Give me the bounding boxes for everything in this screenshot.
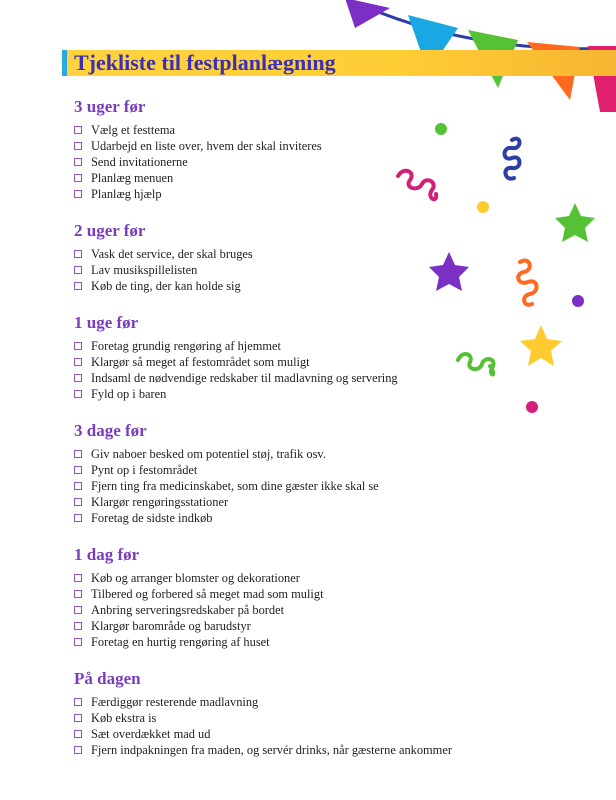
checklist-item[interactable] bbox=[74, 510, 534, 526]
checklist-item[interactable] bbox=[74, 354, 534, 370]
item-label: Køb ekstra is bbox=[91, 710, 157, 725]
checklist-item[interactable] bbox=[74, 478, 534, 494]
checkbox-icon[interactable] bbox=[74, 174, 82, 182]
checklist-item[interactable] bbox=[74, 370, 534, 386]
checkbox-icon[interactable] bbox=[74, 450, 82, 458]
section-heading: 2 uger før bbox=[74, 221, 146, 240]
checkbox-icon[interactable] bbox=[74, 374, 82, 382]
checkbox-icon[interactable] bbox=[74, 574, 82, 582]
checkbox-icon[interactable] bbox=[74, 638, 82, 646]
item-label: Giv naboer besked om potentiel støj, trafik osv. bbox=[91, 446, 326, 461]
checklist-item[interactable] bbox=[74, 462, 534, 478]
item-list bbox=[74, 570, 534, 650]
checkbox-icon[interactable] bbox=[74, 482, 82, 490]
star-green bbox=[555, 203, 595, 242]
item-label: Planlæg menuen bbox=[91, 170, 174, 185]
checklist-item[interactable] bbox=[74, 122, 534, 138]
checklist-item[interactable] bbox=[74, 742, 534, 758]
item-label: Planlæg hjælp bbox=[91, 186, 162, 201]
section-1-week bbox=[74, 312, 534, 402]
checkbox-icon[interactable] bbox=[74, 498, 82, 506]
item-label: Fjern indpakningen fra maden, og servér drinks, når gæsterne ankommer bbox=[91, 742, 452, 757]
item-label: Anbring serveringsredskaber på bordet bbox=[91, 602, 285, 617]
item-label: Vælg et festtema bbox=[91, 122, 175, 137]
item-label: Indsaml de nødvendige redskaber til madlavning og servering bbox=[91, 370, 398, 385]
item-label: Færdiggør resterende madlavning bbox=[91, 694, 259, 709]
checklist-item[interactable] bbox=[74, 262, 534, 278]
bunting-flag-purple bbox=[345, 0, 390, 28]
section-heading: 1 uge før bbox=[74, 313, 139, 332]
confetti-dot-purple bbox=[572, 295, 584, 307]
item-label: Tilbered og forbered så meget mad som muligt bbox=[91, 586, 324, 601]
checklist-item[interactable] bbox=[74, 386, 534, 402]
checklist-item[interactable] bbox=[74, 694, 534, 710]
checklist-item[interactable] bbox=[74, 154, 534, 170]
item-label: Klargør rengøringsstationer bbox=[91, 494, 229, 509]
checklist-item[interactable] bbox=[74, 170, 534, 186]
item-label: Vask det service, der skal bruges bbox=[91, 246, 253, 261]
item-label: Køb og arranger blomster og dekorationer bbox=[91, 570, 300, 585]
item-label: Send invitationerne bbox=[91, 154, 188, 169]
checkbox-icon[interactable] bbox=[74, 142, 82, 150]
checkbox-icon[interactable] bbox=[74, 342, 82, 350]
checklist-item[interactable] bbox=[74, 726, 534, 742]
checkbox-icon[interactable] bbox=[74, 714, 82, 722]
item-list bbox=[74, 122, 534, 202]
checkbox-icon[interactable] bbox=[74, 746, 82, 754]
bunting-string bbox=[350, 0, 616, 49]
checkbox-icon[interactable] bbox=[74, 730, 82, 738]
title-accent-bar bbox=[62, 50, 67, 76]
item-label: Foretag grundig rengøring af hjemmet bbox=[91, 338, 281, 353]
section-3-days bbox=[74, 420, 534, 526]
item-list bbox=[74, 446, 534, 526]
item-label: Klargør barområde og barudstyr bbox=[91, 618, 251, 633]
item-list bbox=[74, 246, 534, 294]
checklist-item[interactable] bbox=[74, 618, 534, 634]
checkbox-icon[interactable] bbox=[74, 190, 82, 198]
checklist-item[interactable] bbox=[74, 602, 534, 618]
section-heading: 1 dag før bbox=[74, 545, 140, 564]
checkbox-icon[interactable] bbox=[74, 282, 82, 290]
checklist-item[interactable] bbox=[74, 570, 534, 586]
item-label: Fyld op i baren bbox=[91, 386, 167, 401]
checkbox-icon[interactable] bbox=[74, 358, 82, 366]
section-heading: 3 uger før bbox=[74, 97, 146, 116]
page-title: Tjekliste til festplanlægning bbox=[74, 50, 336, 75]
checkbox-icon[interactable] bbox=[74, 466, 82, 474]
checkbox-icon[interactable] bbox=[74, 606, 82, 614]
checkbox-icon[interactable] bbox=[74, 590, 82, 598]
checklist-item[interactable] bbox=[74, 246, 534, 262]
item-label: Foretag de sidste indkøb bbox=[91, 510, 213, 525]
section-2-weeks bbox=[74, 220, 534, 294]
checklist-item[interactable] bbox=[74, 338, 534, 354]
checkbox-icon[interactable] bbox=[74, 250, 82, 258]
item-label: Fjern ting fra medicinskabet, som dine gæster ikke skal se bbox=[91, 478, 379, 493]
checklist-item[interactable] bbox=[74, 278, 534, 294]
checklist bbox=[74, 96, 534, 758]
item-list bbox=[74, 694, 534, 758]
checkbox-icon[interactable] bbox=[74, 390, 82, 398]
checkbox-icon[interactable] bbox=[74, 514, 82, 522]
item-list bbox=[74, 338, 534, 402]
checkbox-icon[interactable] bbox=[74, 266, 82, 274]
checkbox-icon[interactable] bbox=[74, 698, 82, 706]
checklist-item[interactable] bbox=[74, 586, 534, 602]
item-label: Køb de ting, der kan holde sig bbox=[91, 278, 241, 293]
checkbox-icon[interactable] bbox=[74, 158, 82, 166]
checklist-item[interactable] bbox=[74, 494, 534, 510]
section-1-day bbox=[74, 544, 534, 650]
section-heading: 3 dage før bbox=[74, 421, 147, 440]
checklist-item[interactable] bbox=[74, 446, 534, 462]
checklist-item[interactable] bbox=[74, 186, 534, 202]
item-label: Foretag en hurtig rengøring af huset bbox=[91, 634, 270, 649]
section-heading: På dagen bbox=[74, 669, 141, 688]
item-label: Sæt overdækket mad ud bbox=[91, 726, 211, 741]
item-label: Lav musikspillelisten bbox=[91, 262, 198, 277]
item-label: Klargør så meget af festområdet som muligt bbox=[91, 354, 310, 369]
checklist-item[interactable] bbox=[74, 138, 534, 154]
section-the-day bbox=[74, 668, 534, 758]
item-label: Udarbejd en liste over, hvem der skal inviteres bbox=[91, 138, 322, 153]
checkbox-icon[interactable] bbox=[74, 126, 82, 134]
checklist-item[interactable] bbox=[74, 634, 534, 650]
checklist-item[interactable] bbox=[74, 710, 534, 726]
item-label: Pynt op i festområdet bbox=[91, 462, 198, 477]
section-3-weeks bbox=[74, 96, 534, 202]
checkbox-icon[interactable] bbox=[74, 622, 82, 630]
